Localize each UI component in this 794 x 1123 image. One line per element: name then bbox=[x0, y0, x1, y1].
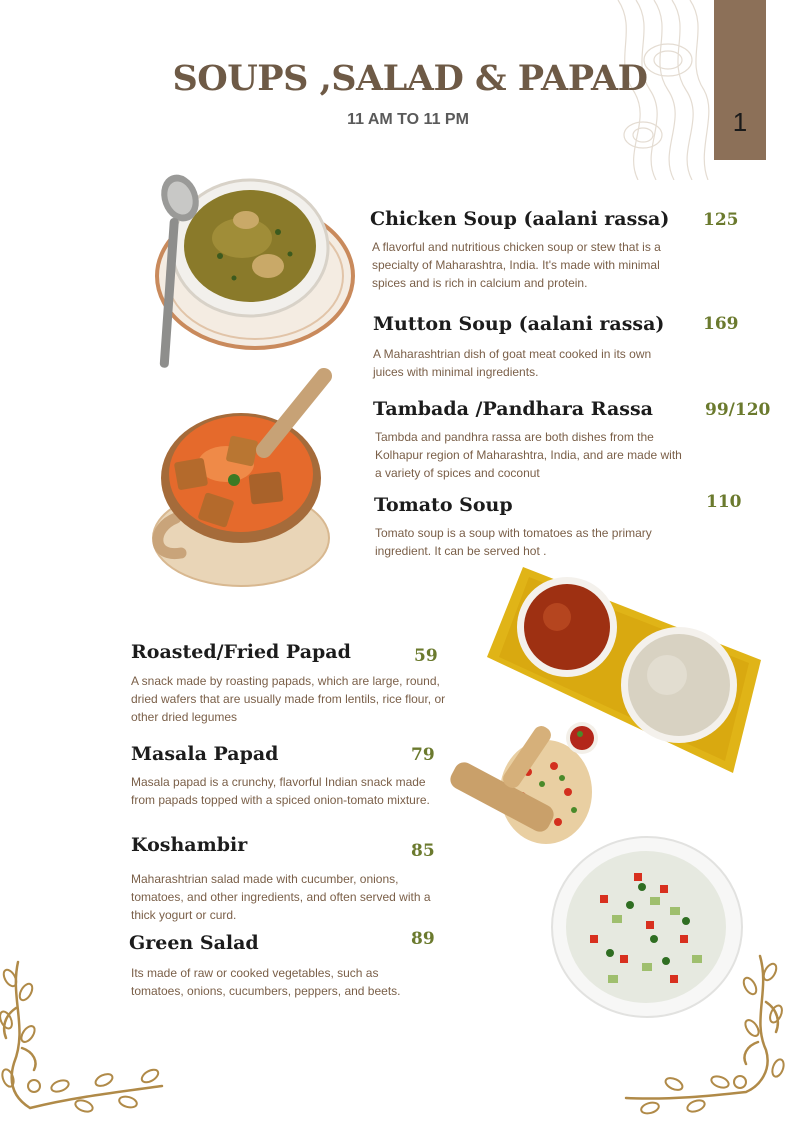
menu-item-name: Tomato Soup bbox=[374, 494, 513, 516]
menu-item-description: Tomato soup is a soup with tomatoes as the primary ingredient. It can be served hot . bbox=[375, 526, 652, 558]
menu-item-description: A flavorful and nutritious chicken soup or stew that is a specialty of Maharashtra, India. It's made with minimal spices and is rich in calcium and protein. bbox=[372, 240, 661, 290]
menu-item-description: Tambda and pandhra rassa are both dishes from the Kolhapur region of Maharashtra, India, and are made with a variety of spices and coconut bbox=[375, 430, 682, 480]
menu-item-description: A snack made by roasting papads, which are large, round, dried wafers that are usually made from lentils, rice flour, or other dried legumes bbox=[131, 674, 446, 724]
menu-item-description: Masala papad is a crunchy, flavorful Indian snack made from papads topped with a spiced onion-tomato mixture. bbox=[131, 775, 430, 807]
menu-item-price: 99/120 bbox=[705, 400, 771, 420]
opening-hours: 11 AM TO 11 PM bbox=[347, 111, 469, 128]
menu-item-name: Green Salad bbox=[129, 932, 259, 954]
menu-item-name: Roasted/Fried Papad bbox=[131, 641, 351, 663]
page-number: 1 bbox=[732, 107, 748, 137]
page-title: SOUPS ,SALAD & PAPAD bbox=[172, 58, 648, 99]
menu-item-price: 59 bbox=[414, 646, 438, 666]
chicken-soup-image bbox=[150, 168, 360, 373]
menu-item-price: 89 bbox=[411, 929, 435, 949]
menu-item-name: Chicken Soup (aalani rassa) bbox=[370, 208, 670, 230]
vine-ornament-right bbox=[620, 950, 794, 1123]
menu-item-price: 125 bbox=[703, 210, 739, 230]
menu-item-price: 169 bbox=[703, 314, 739, 334]
menu-item-name: Masala Papad bbox=[131, 743, 279, 765]
menu-item-price: 85 bbox=[411, 841, 435, 861]
menu-item-name: Mutton Soup (aalani rassa) bbox=[373, 313, 665, 335]
masala-papad-image bbox=[458, 722, 603, 852]
menu-item-description: A Maharashtrian dish of goat meat cooked in its own juices with minimal ingredients. bbox=[373, 347, 652, 379]
menu-item-price: 79 bbox=[411, 745, 435, 765]
menu-item-price: 110 bbox=[706, 492, 742, 512]
vine-ornament-left bbox=[0, 958, 170, 1123]
menu-item-name: Tambada /Pandhara Rassa bbox=[373, 398, 653, 420]
menu-item-description: Its made of raw or cooked vegetables, such as tomatoes, onions, cucumbers, peppers, and beets. bbox=[131, 966, 401, 998]
menu-item-description: Maharashtrian salad made with cucumber, onions, tomatoes, and other ingredients, and often served with a thick yogurt or curd. bbox=[131, 872, 431, 922]
menu-item-name: Koshambir bbox=[131, 834, 248, 856]
tomato-soup-image bbox=[146, 368, 336, 592]
